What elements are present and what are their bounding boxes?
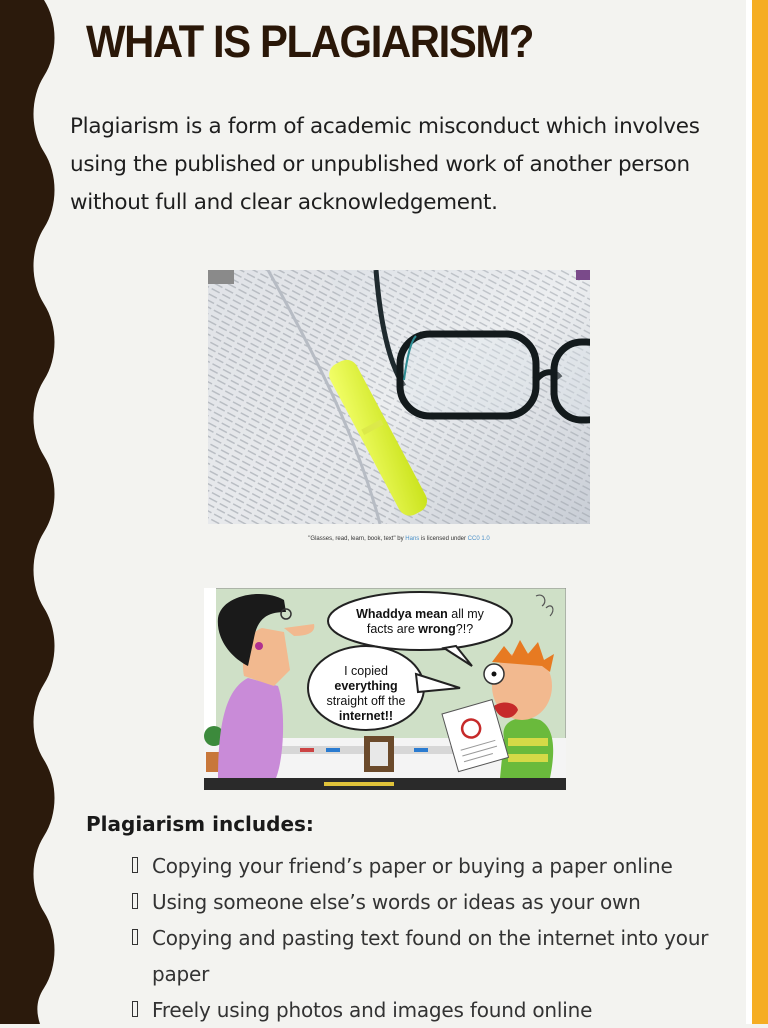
- photo-caption: [208, 536, 590, 542]
- cartoon-bubble-left: I copied everything straight off the internet!!: [326, 664, 406, 723]
- list-item: Freely using photos and images found online: [132, 992, 752, 1028]
- caption-license-link[interactable]: CC0 1.0: [467, 536, 490, 542]
- bullet-box-icon: [132, 929, 138, 945]
- list-item: Copying and pasting text found on the internet into your paper: [132, 920, 752, 992]
- includes-list: [132, 848, 752, 1028]
- right-accent-stripe: [752, 0, 768, 1024]
- cartoon-bubble-top: Whaddya mean all my facts are wrong?!?: [356, 607, 484, 636]
- caption-author-link[interactable]: Hans: [405, 536, 420, 542]
- bullet-box-icon: [132, 857, 138, 873]
- bullet-box-icon: [132, 1001, 138, 1017]
- page-title: WHAT IS PLAGIARISM?: [86, 16, 533, 67]
- list-item: Using someone else’s words or ideas as your own: [132, 884, 752, 920]
- caption-middle: is licensed under: [420, 536, 466, 542]
- caption-prefix: "Glasses, read, learn, book, text" by: [308, 536, 404, 542]
- bullet-box-icon: [132, 893, 138, 909]
- book-glasses-photo: [208, 270, 590, 524]
- intro-paragraph: Plagiarism is a form of academic misconduct which involves using the published or unpublished work of another person without full and clear acknowledgement.: [70, 114, 700, 215]
- includes-heading: Plagiarism includes:: [86, 812, 314, 836]
- decorative-wavy-band: [0, 0, 60, 1024]
- list-item: Copying your friend’s paper or buying a paper online: [132, 848, 752, 884]
